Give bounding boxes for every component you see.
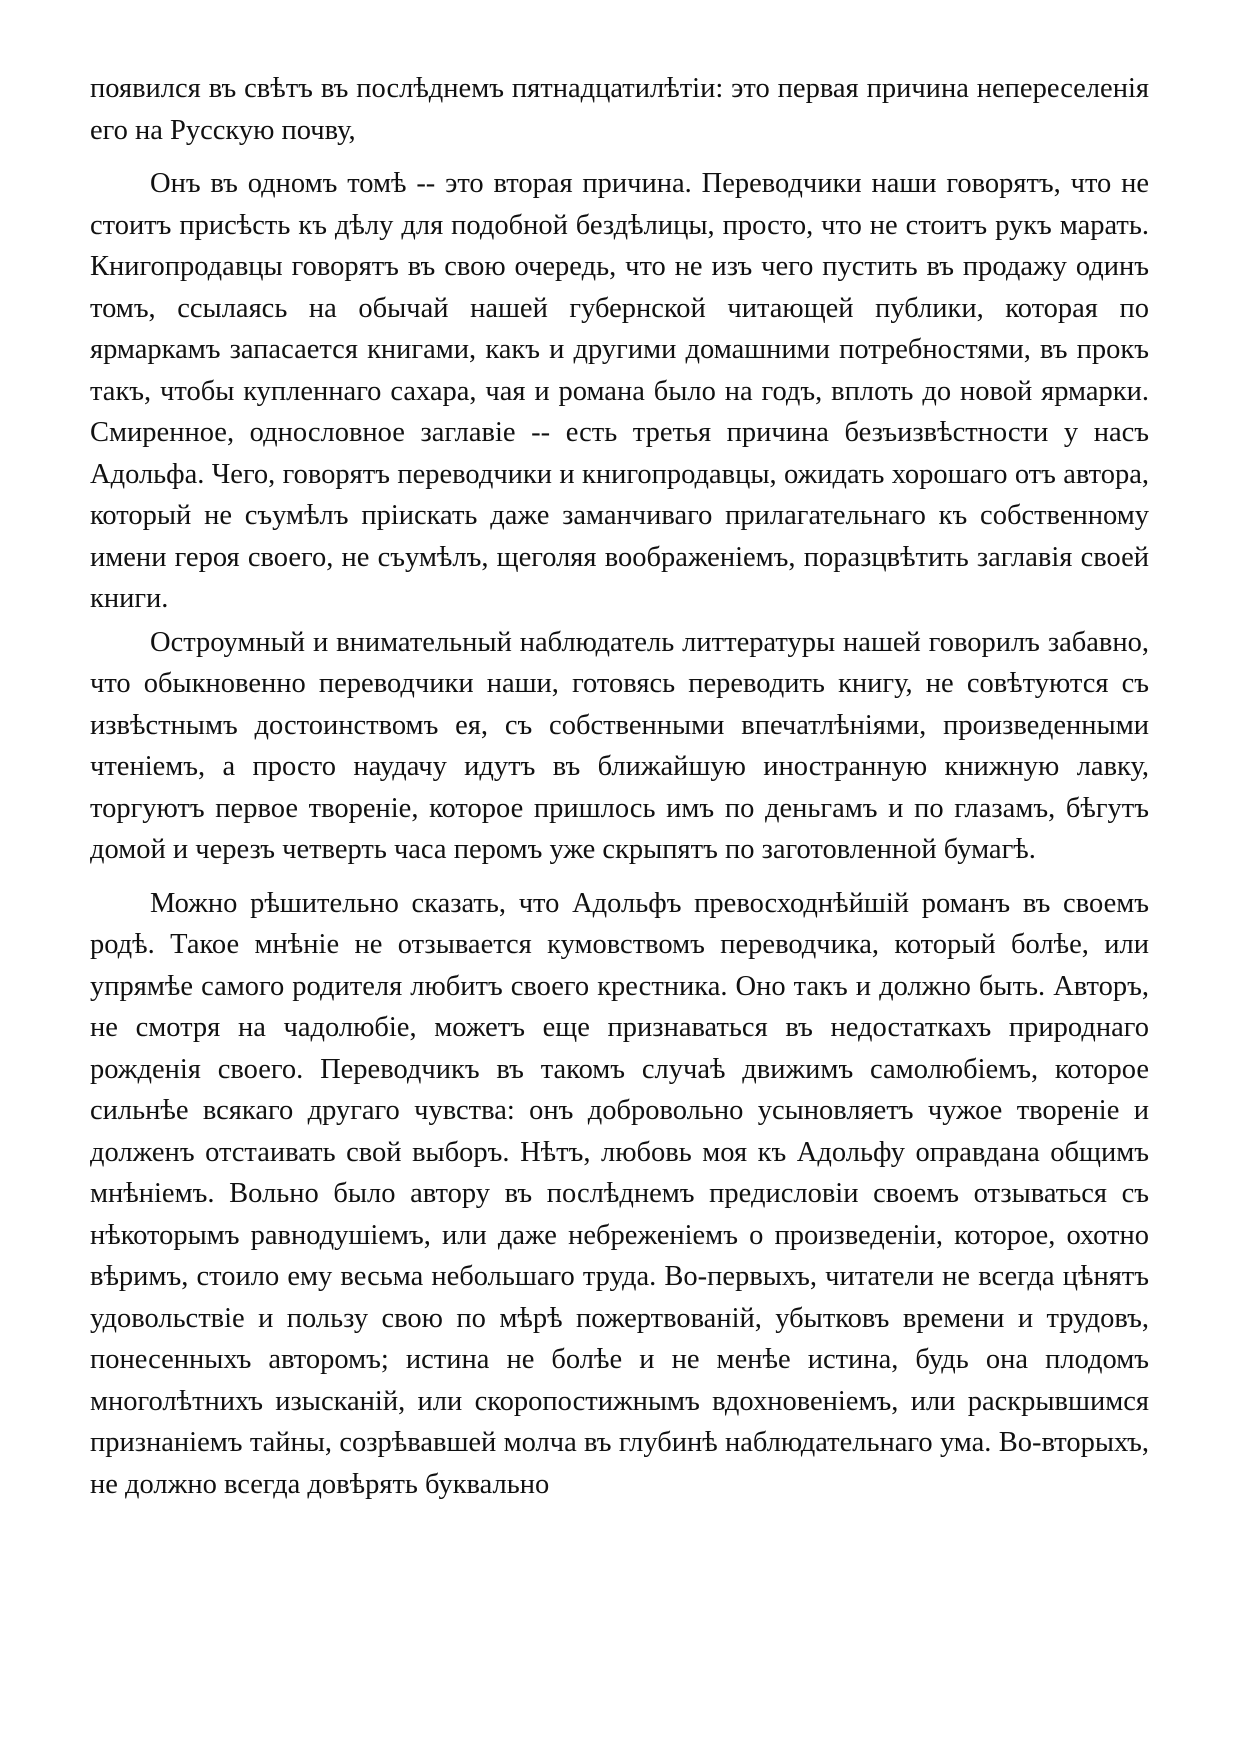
document-page — [90, 68, 1149, 1505]
paragraph-second-reason: Онъ въ одномъ томѣ -- это вторая причина. Переводчики наши говорятъ, что не стоитъ присѣсть къ дѣлу для подобной бездѣлицы, просто, что не стоитъ рукъ марать. Книгопродавцы говорятъ въ свою очередь, что не изъ чего пустить въ продажу одинъ томъ, ссылаясь на обычай нашей губернской читающей публики, которая по ярмаркамъ запасается книгами, какъ и другими домашними потребностями, въ прокъ такъ, чтобы купленнаго сахара, чая и романа было на годъ, вплоть до новой ярмарки. Смиренное, однословное заглавіе -- есть третья причина безъизвѣстности у насъ Адольфа. Чего, говорятъ переводчики и книгопродавцы, ожидать хорошаго отъ автора, который не съумѣлъ пріискать даже заманчиваго прилагательнаго къ собственному имени героя своего, не съумѣлъ, щеголяя воображеніемъ, поразцвѣтить заглавія своей книги. — [90, 168, 1149, 614]
paragraph-adolphe-praise: Можно рѣшительно сказать, что Адольфъ превосходнѣйшій романъ въ своемъ родѣ. Такое мнѣніе не отзывается кумовствомъ переводчика, который болѣе, или упрямѣе самого родителя любитъ своего крестника. Оно такъ и должно быть. Авторъ, не смотря на чадолюбіе, можетъ еще признаваться въ недостаткахъ природнаго рожденія своего. Переводчикъ въ такомъ случаѣ движимъ самолюбіемъ, которое сильнѣе всякаго другаго чувства: онъ добровольно усыновляетъ чужое твореніе и долженъ отстаивать свой выборъ. Нѣтъ, любовь моя къ Адольфу оправдана общимъ мнѣніемъ. Вольно было автору въ послѣднемъ предисловіи своемъ отзываться съ нѣкоторымъ равнодушіемъ, или даже небреженіемъ о произведеніи, которое, охотно вѣримъ, стоило ему весьма небольшаго труда. Во-первыхъ, читатели не всегда цѣнятъ удовольствіе и пользу свою по мѣрѣ пожертвованій, убытковъ времени и трудовъ, понесенныхъ авторомъ; истина не болѣе и не менѣе истина, будь она плодомъ многолѣтнихъ изысканій, или скоропостижнымъ вдохновеніемъ, или раскрывшимся признаніемъ тайны, созрѣвавшей молча въ глубинѣ наблюдательнаго ума. Во-вторыхъ, не должно всегда довѣрять буквально — [90, 887, 1149, 1500]
paragraph-continuation: появился въ свѣтъ въ послѣднемъ пятнадцатилѣтіи: это первая причина непереселенія его на Русскую почву, — [90, 73, 1149, 146]
paragraph-observer: Остроумный и внимательный наблюдатель литтературы нашей говорилъ забавно, что обыкновенно переводчики наши, готовясь переводить книгу, не совѣтуются съ извѣстнымъ достоинствомъ ея, съ собственными впечатлѣніями, произведенными чтеніемъ, а просто наудачу идутъ въ ближайшую иностранную книжную лавку, торгуютъ первое твореніе, которое пришлось имъ по деньгамъ и по глазамъ, бѣгутъ домой и черезъ четверть часа перомъ уже скрыпятъ по заготовленной бумагѣ. — [90, 626, 1149, 865]
